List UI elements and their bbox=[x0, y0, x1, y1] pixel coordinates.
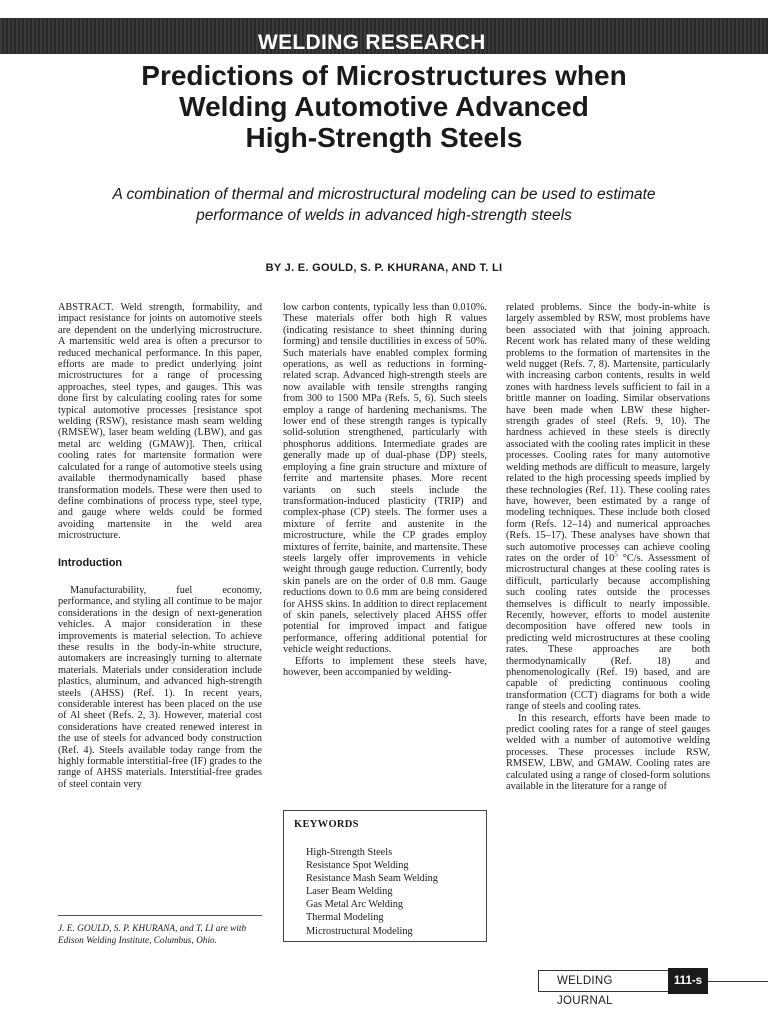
paragraph-text: °C/s. Assessment of microstructural changes at these cooling rates is difficult, particularly because accomplishing such cooling rates outside the processes themselves is difficult to nearly impossible. Recently, however, efforts to model austenite decomposition have offered new tools in predicting weld microstructures at these cooling rates. These approaches are both thermodynamically (Ref. 18) and phenomenologically (Ref. 19) based, and are capable of predicting continuous cooling transformation (CCT) diagrams for both a wide range of steels and cooling rates. bbox=[506, 552, 710, 713]
keyword-item: Laser Beam Welding bbox=[306, 886, 393, 898]
page-number: 111-s bbox=[668, 968, 708, 994]
keywords-box bbox=[283, 810, 487, 942]
keyword-item: Gas Metal Arc Welding bbox=[306, 899, 404, 911]
body-paragraph: low carbon contents, typically less than 0.010%. These materials offer both high R values (indicating resistance to sheet thinning during forming) and tensile ductilities in excess of 50%. Such materials have enabled complex forming operations, as well as reductions in forming-related scrap. Advanced high-strength steels are now available with tensile strengths ranging from 300 to 1500 MPa (Refs. 5, 6). Such steels employ a range of hardening mechanisms. The lower end of these strength ranges is typically solid-solution strengthened, particularly with phosphorus additions. Intermediate grades are generally made up of dual-phase (DP) steels, employing a fine grain structure and mixture of ferrite and martensite phases. More recent variants on such steels include the transformation-induced plasticity (TRIP) and complex-phase (CP) steels. The former uses a mixture of ferrite and austenite in the microstructure, while the CP grades employ mixtures of ferrite, bainite, and martensite. These steels largely offer improvements in vehicle weight through gauge reduction. Currently, body skin panels are on the order of 0.8 mm. Gauge reductions down to 0.6 mm are being considered for AHSS skins. In addition to direct replacement of skin panels, selectively placed AHSS offer potential for improved impact and fatigue performance, offering additional potential for vehicle weight reductions. bbox=[283, 302, 487, 656]
keywords-list bbox=[294, 846, 476, 938]
section-label: WELDING RESEARCH bbox=[258, 31, 486, 54]
intro-paragraph: Manufacturability, fuel economy, performance, and styling all continue to be major considerations in the design of next-generation vehicles. A major consideration in these improvements is material selection. To achieve these results in the body-in-white structure, automakers are increasingly turning to alternate materials. Materials under consideration include plastics, aluminum, and advanced high-strength steels (AHSS) (Ref. 1). In recent years, considerable interest has been placed on the use of Al sheet (Refs. 2, 3). However, material cost considerations have created renewed interest in the use of steels for advanced body construction (Ref. 4). Steels available today range from the highly formable interstitial-free (IF) grades to the range of AHSS materials. Interstitial-free grades of steel contain very bbox=[58, 584, 262, 790]
keywords-heading: KEYWORDS bbox=[294, 819, 359, 830]
article-title bbox=[60, 60, 708, 153]
keyword-item: Microstructural Modeling bbox=[306, 925, 413, 937]
column-left bbox=[58, 302, 262, 790]
subtitle-line: performance of welds in advanced high-strength steels bbox=[196, 207, 572, 224]
column-middle bbox=[283, 302, 487, 678]
subtitle-line: A combination of thermal and microstructural modeling can be used to estimate bbox=[112, 186, 656, 203]
journal-name: WELDING JOURNAL bbox=[538, 970, 668, 992]
body-paragraph bbox=[506, 302, 710, 713]
article-subtitle bbox=[40, 184, 728, 226]
keyword-item: Resistance Spot Welding bbox=[306, 860, 409, 872]
abstract-paragraph: ABSTRACT. Weld strength, formability, and impact resistance for joints on automotive steels are dependent on the underlying microstructure. A martensitic weld area is often a precursor to reduced mechanical performance. In this paper, efforts are made to predict underlying joint microstructures for a range of processing approaches, steel types, and gauges. This was done first by calculating cooling rates for some typical automotive processes [resistance spot welding (RSW), resistance mash seam welding (RMSEW), laser beam welding (LBW), and gas metal arc welding (GMAW)]. Then, critical cooling rates for martensite formation were calculated for a range of automotive steels using available thermodynamically based phase transformation models. These were then used to define combinations of process type, steel type, and gauge where welds could be formed avoiding martensite in the weld area microstructure. bbox=[58, 302, 262, 542]
title-line: Welding Automotive Advanced bbox=[179, 91, 589, 122]
title-line: Predictions of Microstructures when bbox=[141, 60, 627, 91]
title-line: High-Strength Steels bbox=[245, 122, 523, 153]
author-footnote: J. E. GOULD, S. P. KHURANA, and T. LI are with Edison Welding Institute, Columbus, Ohio. bbox=[58, 924, 247, 946]
author-byline: BY J. E. GOULD, S. P. KHURANA, AND T. LI bbox=[265, 262, 503, 274]
keyword-item: Thermal Modeling bbox=[306, 912, 384, 924]
body-paragraph: In this research, efforts have been made to predict cooling rates for a range of steel gauges welded with a number of automotive welding processes. These processes include RSW, RMSEW, LBW, and GMAW. Cooling rates are calculated using a range of closed-form solutions available in the literature for a range of bbox=[506, 712, 710, 793]
footer-rule bbox=[708, 981, 768, 982]
introduction-heading: Introduction bbox=[58, 556, 123, 569]
footnote-rule bbox=[58, 915, 262, 916]
keyword-item: High-Strength Steels bbox=[306, 847, 393, 858]
column-right bbox=[506, 302, 710, 792]
body-paragraph: Efforts to implement these steels have, however, been accompanied by welding- bbox=[283, 655, 487, 678]
exponent: 5 bbox=[614, 550, 618, 559]
keyword-item: Resistance Mash Seam Welding bbox=[306, 873, 438, 885]
paragraph-text: related problems. Since the body-in-white is largely assembled by RSW, most problems have been associated with that joining approach. Recent work has related many of these welding problems to the formation of martensites in the weld nugget (Refs. 7, 8). Martensite, particularly with increasing carbon contents, results in weld zones with hardness levels sufficient to fail in a brittle manner on loading. Similar observations have been made when LBW these higher-strength grades of steel (Refs. 9, 10). The hardness achieved in these steels is directly associated with the cooling rates implicit in these processes. Cooling rates for many automotive welding methods are difficult to measure, largely related to the high processing speeds implied by these technologies (Ref. 11). These cooling rates have, however, been estimated by a range of modeling techniques. These include both closed form (Refs. 12–14) and numerical approaches (Refs. 15–17). These analyses have shown that such automotive processes can achieve cooling rates on the order of 10 bbox=[506, 302, 710, 564]
